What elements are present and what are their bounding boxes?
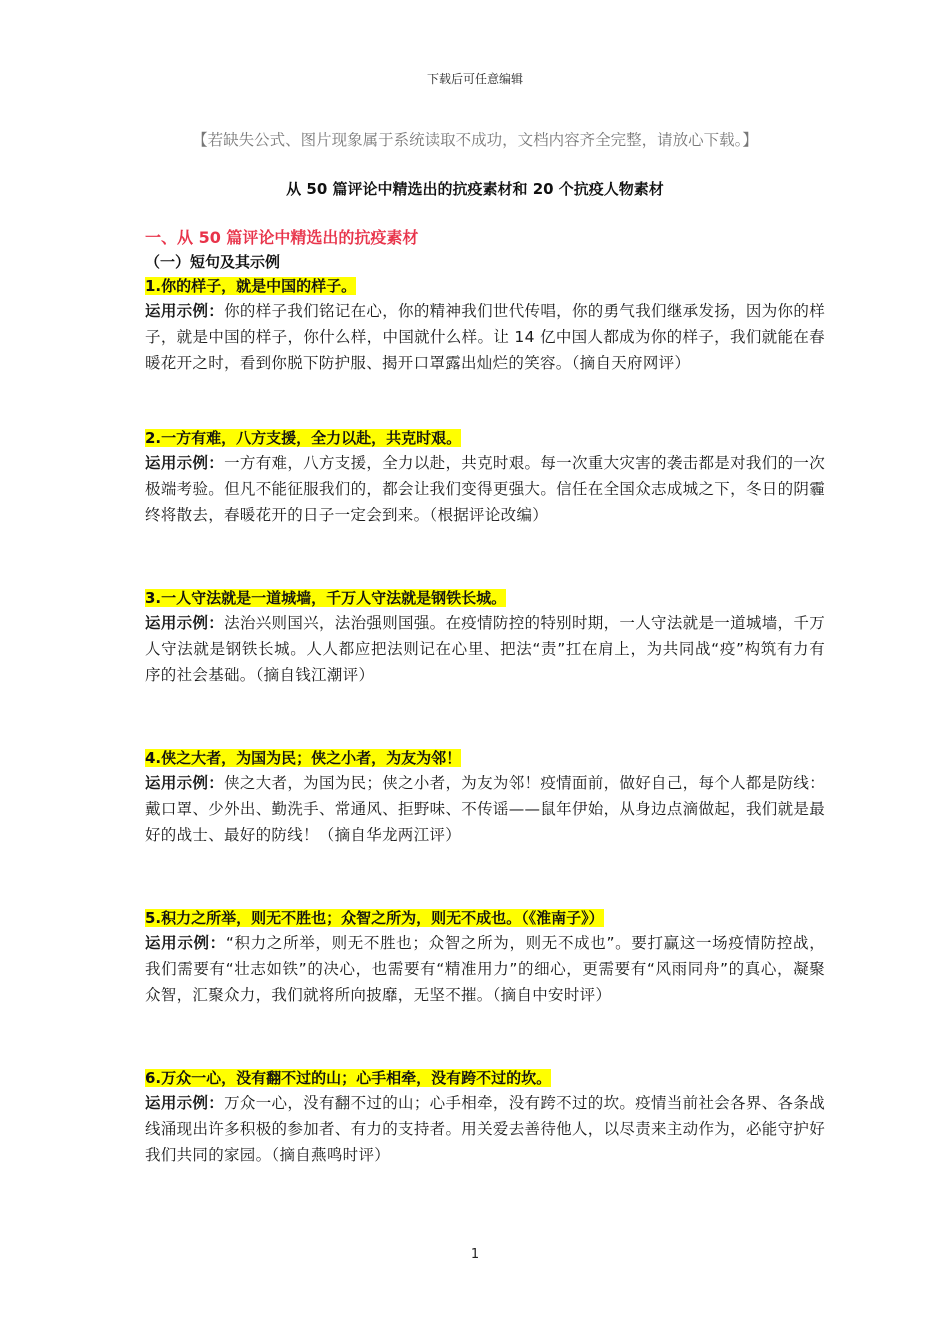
example-label: 运用示例：	[145, 614, 225, 632]
example-label: 运用示例：	[145, 774, 225, 792]
example-label: 运用示例：	[145, 934, 226, 952]
quote-item-1	[145, 274, 825, 376]
quote-item-4	[145, 746, 825, 848]
example-label: 运用示例：	[145, 302, 225, 320]
quote-text: 4.侠之大者，为国为民；侠之小者，为友为邻！	[145, 749, 462, 767]
quote-heading	[145, 1066, 825, 1090]
download-disclaimer: 【若缺失公式、图片现象属于系统读取不成功，文档内容齐全完整，请放心下载。】	[192, 131, 758, 149]
page-number: 1	[470, 1247, 480, 1262]
example-text: “积力之所举，则无不胜也；众智之所为，则无不成也”。要打赢这一场疫情防控战，我们需要有“壮志如铁”的决心，也需要有“精准用力”的细心，更需要有“风雨同舟”的真心，凝聚众智，汇聚众力，我们就将所向披靡，无坚不摧。（摘自中安时评）	[145, 934, 825, 1004]
quote-heading	[145, 426, 825, 450]
quote-item-6	[145, 1066, 825, 1168]
quote-heading	[145, 274, 825, 298]
quote-text: 5.积力之所举，则无不胜也；众智之所为，则无不成也。（《淮南子》）	[145, 909, 604, 927]
quote-text: 6.万众一心，没有翻不过的山；心手相牵，没有跨不过的坎。	[145, 1069, 552, 1087]
section-heading: 一、从 50 篇评论中精选出的抗疫素材	[145, 228, 419, 247]
quote-item-2	[145, 426, 825, 528]
header-note: 下载后可任意编辑	[426, 72, 523, 86]
example-text: 法治兴则国兴，法治强则国强。在疫情防控的特别时期，一人守法就是一道城墙，千万人守法就是钢铁长城。人人都应把法则记在心里、把法“责”扛在肩上，为共同战“疫”构筑有力有序的社会基础。（摘自钱江潮评）	[145, 614, 825, 684]
quote-item-3	[145, 586, 825, 688]
usage-example	[145, 1090, 825, 1168]
usage-example	[145, 298, 825, 376]
quote-heading	[145, 586, 825, 610]
example-text: 一方有难，八方支援，全力以赴，共克时艰。每一次重大灾害的袭击都是对我们的一次极端考验。但凡不能征服我们的，都会让我们变得更强大。信任在全国众志成城之下，冬日的阴霾终将散去，春暖花开的日子一定会到来。（根据评论改编）	[145, 454, 825, 524]
quote-heading	[145, 746, 825, 770]
quote-text: 3.一人守法就是一道城墙，千万人守法就是钢铁长城。	[145, 589, 507, 607]
document-title: 从 50 篇评论中精选出的抗疫素材和 20 个抗疫人物素材	[286, 180, 664, 198]
example-label: 运用示例：	[145, 454, 225, 472]
quote-text: 2.一方有难，八方支援，全力以赴，共克时艰。	[145, 429, 462, 447]
usage-example	[145, 930, 825, 1008]
example-text: 你的样子我们铭记在心，你的精神我们世代传唱，你的勇气我们继承发扬，因为你的样子，就是中国的样子，你什么样，中国就什么样。让 14 亿中国人都成为你的样子，我们就能在春暖花开之时，看到你脱下防护服、揭开口罩露出灿烂的笑容。（摘自天府网评）	[145, 302, 825, 372]
quote-heading	[145, 906, 825, 930]
quote-item-5	[145, 906, 825, 1008]
example-text: 万众一心，没有翻不过的山；心手相牵，没有跨不过的坎。疫情当前社会各界、各条战线涌现出许多积极的参加者、有力的支持者。用关爱去善待他人，以尽责来主动作为，必能守护好我们共同的家园。（摘自燕鸣时评）	[145, 1094, 825, 1164]
example-label: 运用示例：	[145, 1094, 225, 1112]
quote-text: 1.你的样子，就是中国的样子。	[145, 277, 357, 295]
subsection-heading: （一）短句及其示例	[145, 253, 281, 271]
usage-example	[145, 770, 825, 848]
example-text: 侠之大者，为国为民；侠之小者，为友为邻！疫情面前，做好自己，每个人都是防线：戴口罩、少外出、勤洗手、常通风、拒野味、不传谣——鼠年伊始，从身边点滴做起，我们就是最好的战士、最好的防线！（摘自华龙两江评）	[145, 774, 825, 844]
document-body	[145, 226, 825, 1168]
usage-example	[145, 610, 825, 688]
usage-example	[145, 450, 825, 528]
